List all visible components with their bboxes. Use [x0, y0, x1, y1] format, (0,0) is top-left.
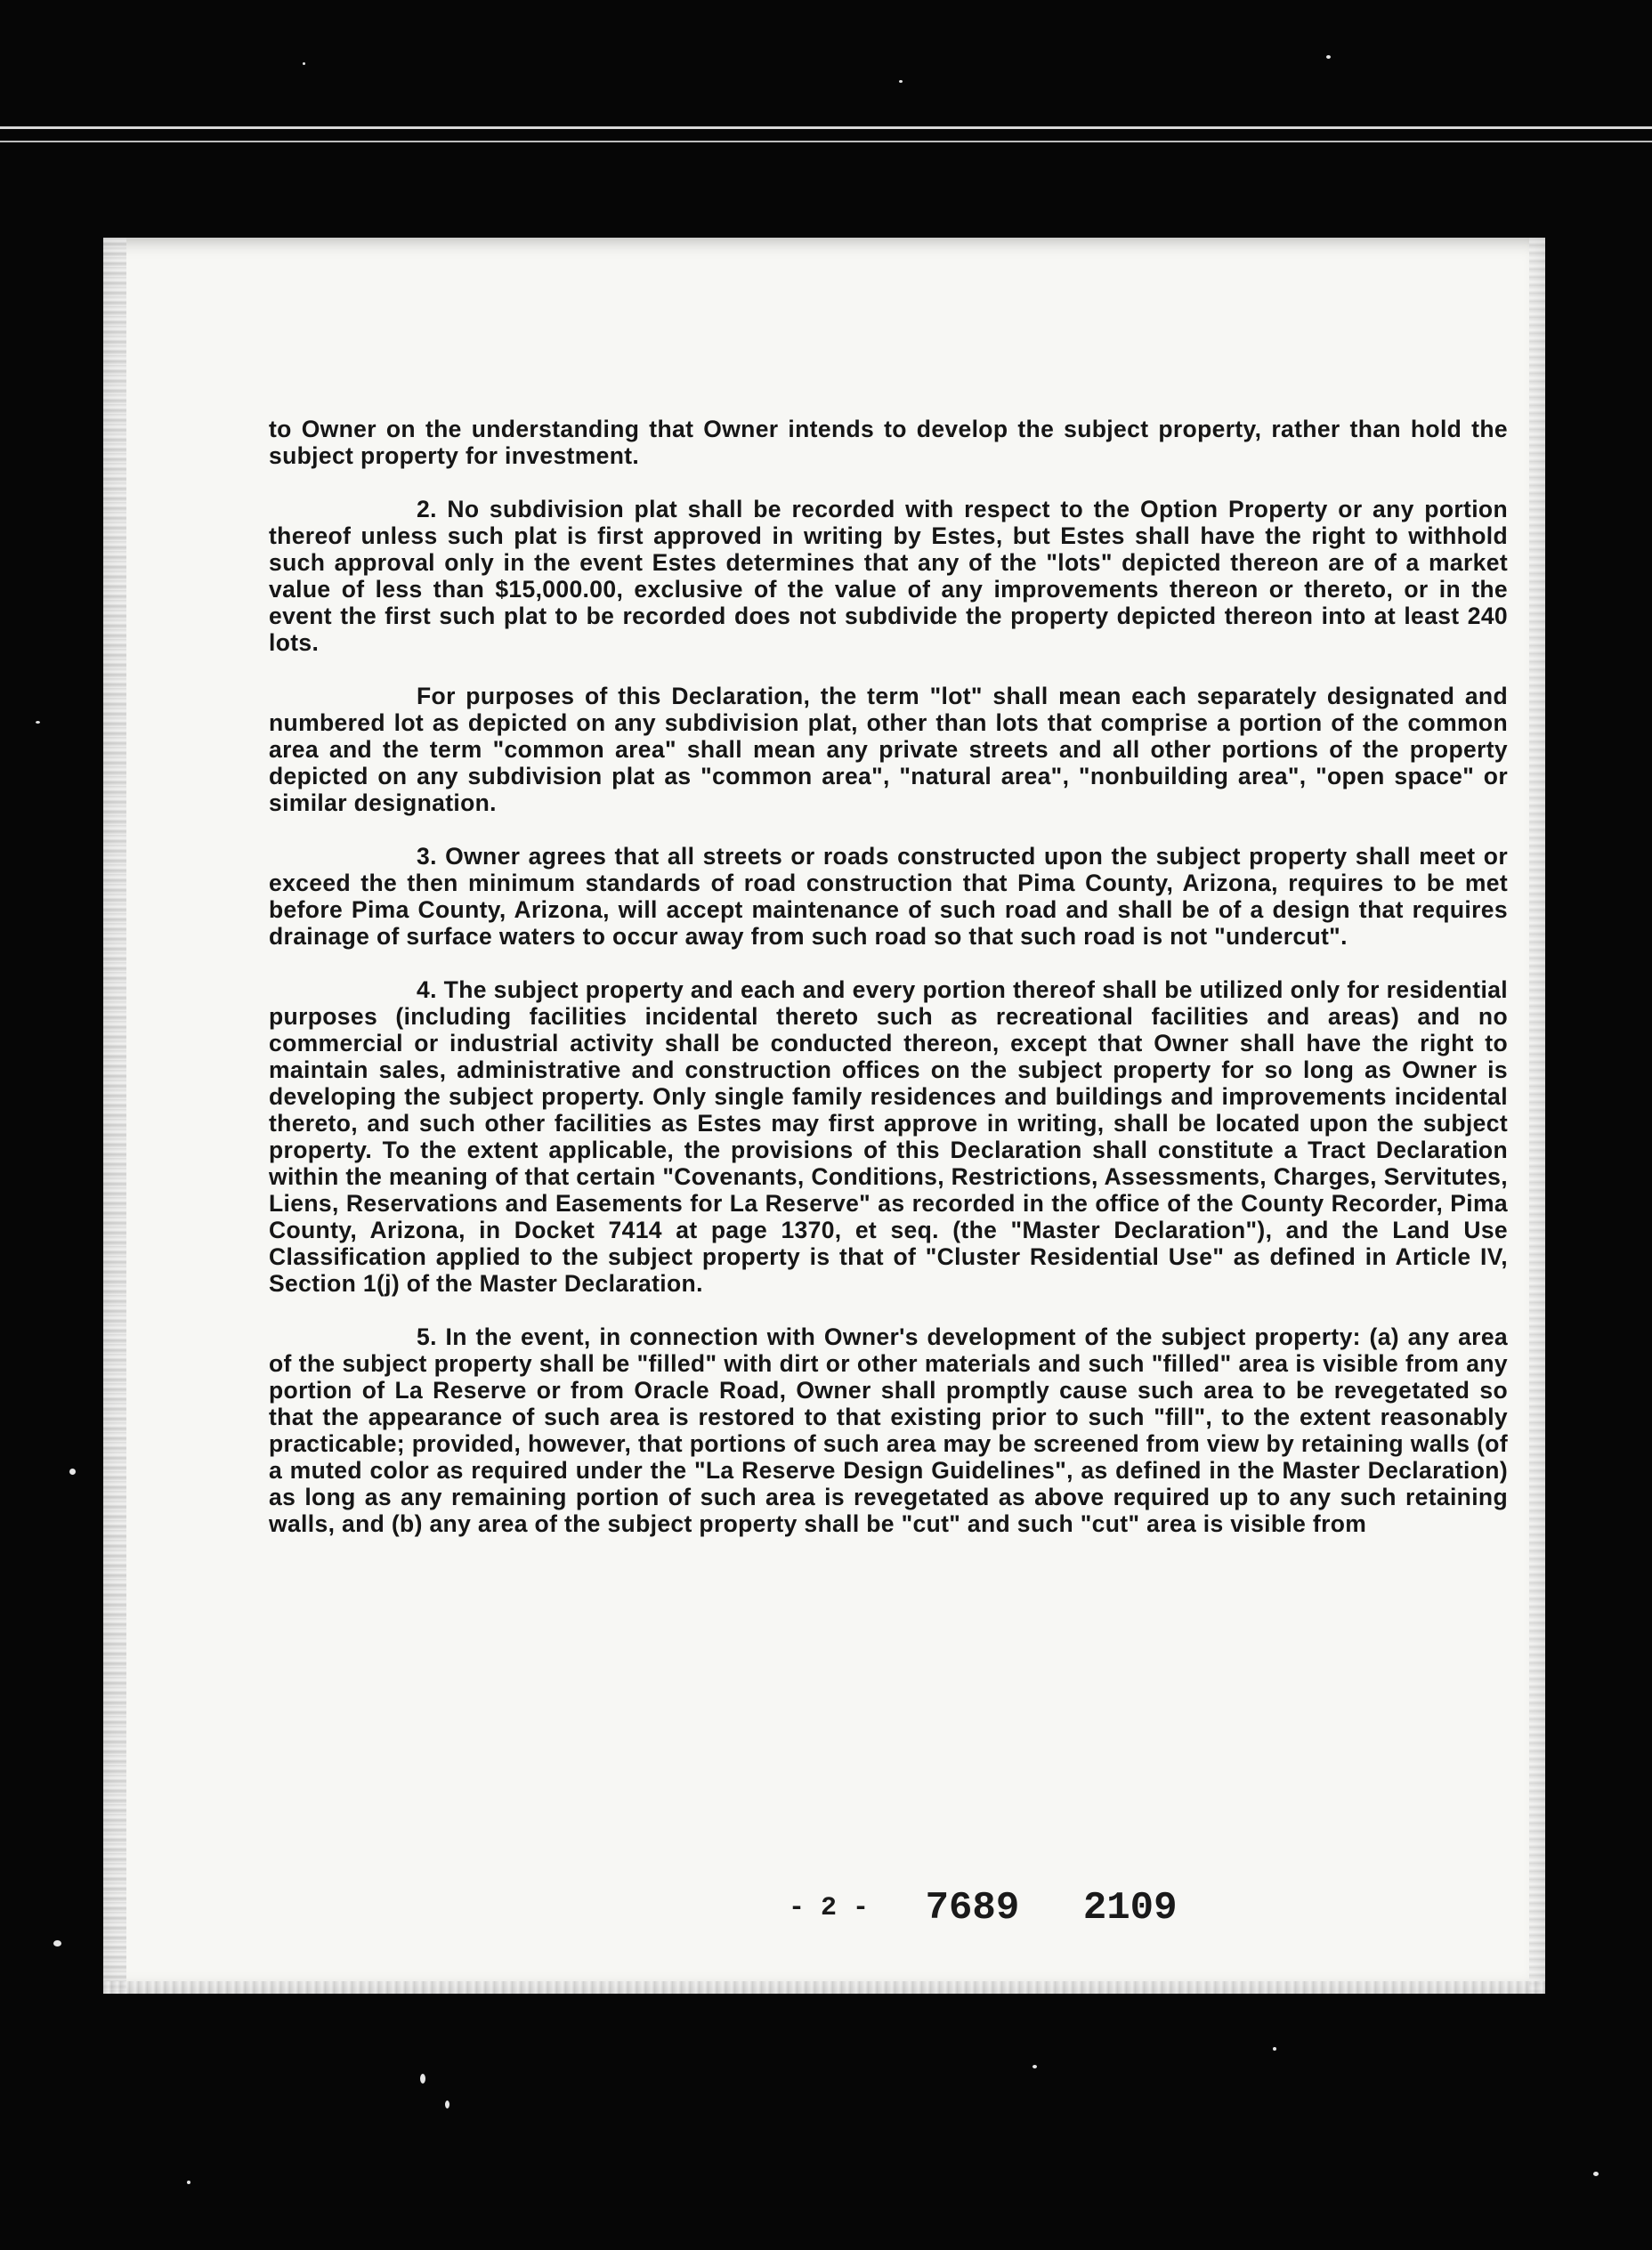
page-edge-noise — [103, 1981, 1545, 1994]
paragraph-section-2: 2. No subdivision plat shall be recorded with respect to the Option Property or any portion thereof unless such plat is first approved in writing by Estes, but Estes shall have the right to withhold such approval only in the event Estes determines that any of the "lots" depicted thereon are of a market value of less than $15,000.00, exclusive of the value of any improvements thereon or thereto, or in the event the first such plat to be recorded does not subdivide the property depicted thereon into at least 240 lots. — [269, 496, 1508, 656]
scan-speck — [1273, 2047, 1276, 2051]
paragraph-continuation: to Owner on the understanding that Owner intends to develop the subject property, rather than hold the subject property for investment. — [269, 416, 1508, 469]
scan-speck — [36, 721, 40, 724]
scan-speck — [1326, 55, 1331, 59]
scan-speck — [1593, 2172, 1599, 2176]
scan-speck — [69, 1469, 76, 1475]
page-reference: 2109 — [1082, 1886, 1178, 1930]
paragraph-section-5: 5. In the event, in connection with Owner's development of the subject property: (a) any area of the subject property shall be "filled" with dirt or other materials and such "filled" area is visible from any portion of La Reserve or from Oracle Road, Owner shall promptly cause such area to be revegetated so that the appearance of such area is restored to that existing prior to such "fill", to the extent reasonably practicable; provided, however, that portions of such area may be screened from view by retaining walls (of a muted color as required under the "La Reserve Design Guidelines", as defined in the Master Declaration) as long as any remaining portion of such area is revegetated as above required up to any such retaining walls, and (b) any area of the subject property shall be "cut" and such "cut" area is visible from — [269, 1323, 1508, 1537]
page-edge-noise — [103, 238, 126, 1994]
scan-speck — [187, 2181, 190, 2184]
paragraph-section-4: 4. The subject property and each and every portion thereof shall be utilized only for residential purposes (including facilities incidental thereto such as recreational facilities and areas) and no commercial or industrial activity shall be conducted thereon, except that Owner shall have the right to maintain sales, administrative and construction offices on the subject property for so long as Owner is developing the subject property. Only single family residences and buildings and improvements incidental thereto, and such other facilities as Estes may first approve in writing, shall be located upon the subject property. To the extent applicable, the provisions of this Declaration shall constitute a Tract Declaration within the meaning of that certain "Covenants, Conditions, Restrictions, Assessments, Charges, Servitutes, Liens, Reservations and Easements for La Reserve" as recorded in the office of the County Recorder, Pima County, Arizona, in Docket 7414 at page 1370, et seq. (the "Master Declaration"), and the Land Use Classification applied to the subject property is that of "Cluster Residential Use" as defined in Article IV, Section 1(j) of the Master Declaration. — [269, 976, 1508, 1297]
scan-speck — [303, 62, 305, 65]
page-edge-noise — [1529, 238, 1545, 1994]
docket-number: 7689 — [925, 1886, 1020, 1930]
scan-speck — [445, 2100, 449, 2108]
scan-border-line — [0, 126, 1652, 129]
scan-speck — [420, 2074, 425, 2084]
document-page — [103, 238, 1545, 1994]
document-body — [269, 416, 1508, 1564]
paragraph-section-3: 3. Owner agrees that all streets or roads constructed upon the subject property shall meet or exceed the then minimum standards of road construction that Pima County, Arizona, requires to be met before Pima County, Arizona, will accept maintenance of such road and shall be of a design that requires drainage of surface waters to occur away from such road so that such road is not "undercut". — [269, 843, 1508, 950]
page-footer — [789, 1886, 1177, 1930]
scan-speck — [53, 1940, 61, 1946]
paragraph-lot-definition: For purposes of this Declaration, the term "lot" shall mean each separately designated and numbered lot as depicted on any subdivision plat, other than lots that comprise a portion of the common area and the term "common area" shall mean any private streets and all other portions of the property depicted on any subdivision plat as "common area", "natural area", "nonbuilding area", "open space" or similar designation. — [269, 683, 1508, 816]
scan-border-line — [0, 141, 1652, 142]
scan-speck — [899, 80, 903, 83]
scan-speck — [1032, 2065, 1037, 2068]
page-number: - 2 - — [789, 1893, 870, 1923]
